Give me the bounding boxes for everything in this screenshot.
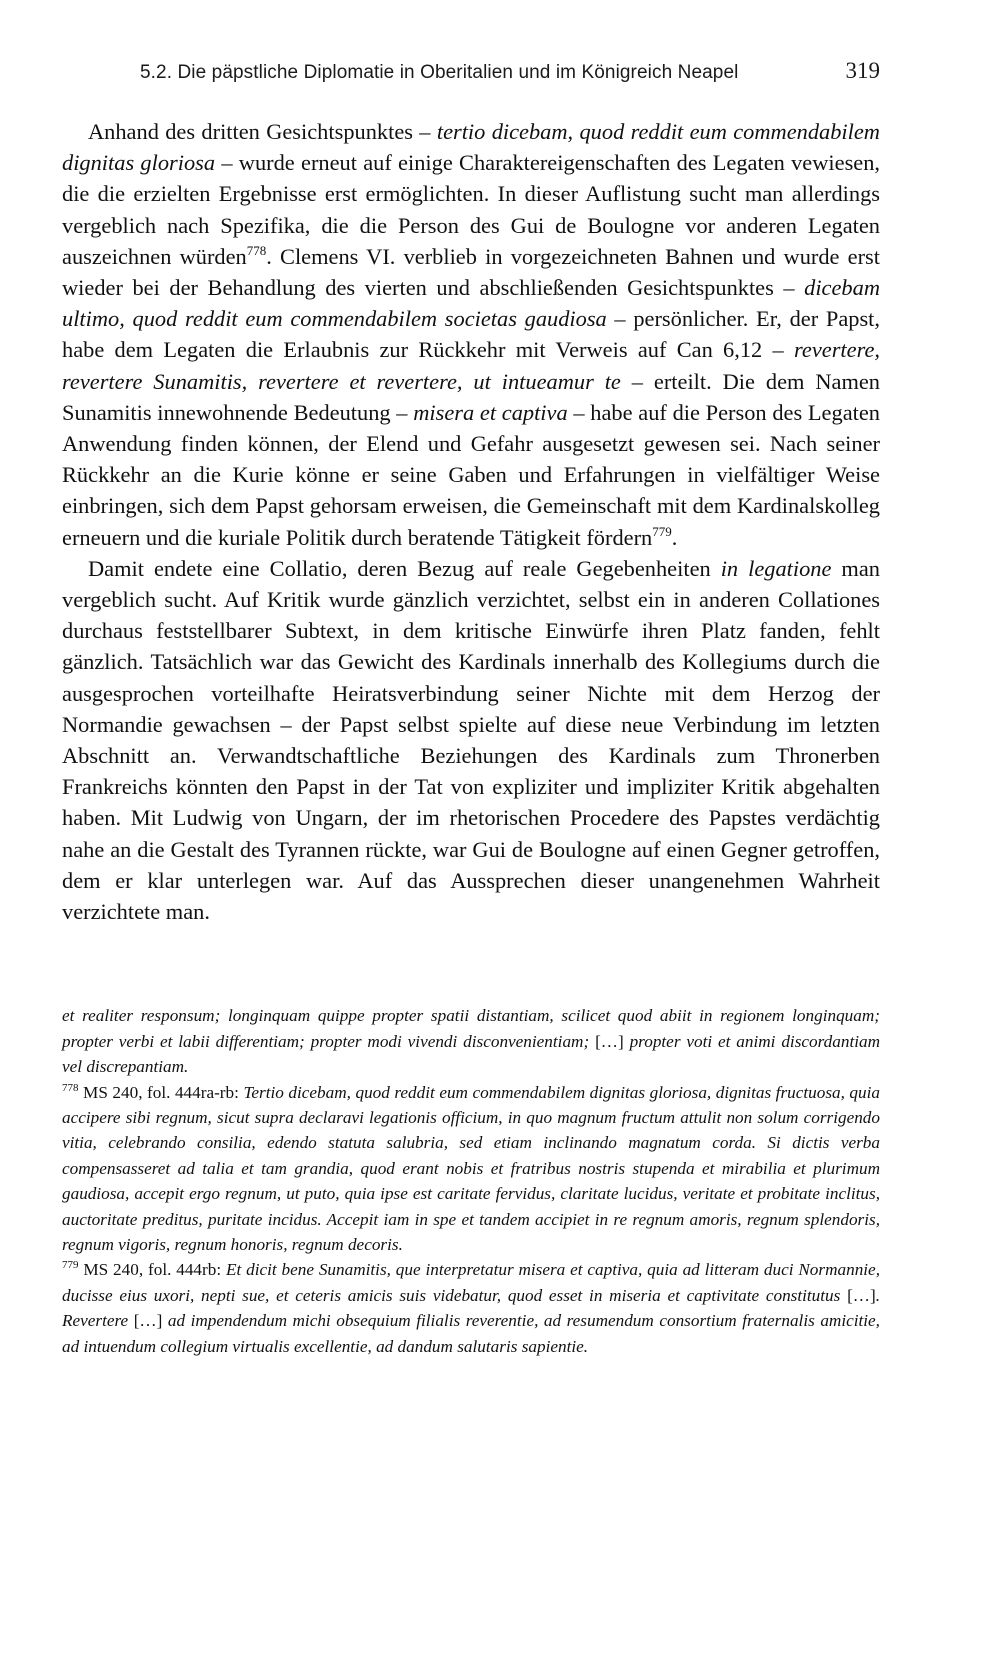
ellipsis: […] [847, 1285, 876, 1305]
footnote-latin: Tertio dicebam, quod reddit eum commendabilem dignitas gloriosa, dignitas fructuosa, quia accipere sibi regnum, sicut supra declaravi legationis officium, in quo magnum fructum attulit non solum corrigendo vitia, celebrando consilia, edendo statuta salubria, sed etiam inclinando magnatum corda. Si dictis verba compensasseret ad talia et tam grandia, quod erant nobis et fratribus nostris stupenda et mirabilia et plurimum gaudiosa, accepit ergo regnum, ut puto, quia ipse est caritate fervidus, claritate lucidus, veritate et probitate inclitus, auctoritate preditus, puritate incidus. Accepit iam in spe et tandem accipiet in re regnum amoris, regnum splendoris, regnum vigoris, regnum honoris, regnum decoris. [62, 1082, 880, 1254]
footnote-number: 778 [62, 1081, 79, 1094]
latin-quote: dicebam ultimo, quod reddit eum commendabilem societas gaudiosa [62, 275, 880, 332]
footnote-latin: Et dicit bene Sunamitis, que interpretatur misera et captiva, quia ad litteram duci Normannie, ducisse eius uxori, nepti sue, et ceteris amicis suis videbatur, quod esset in miseria et captivitate constitutus [62, 1260, 880, 1305]
text-run: – wurde erneut auf einige Charaktereigenschaften des Legaten vewiesen, die die erzielten Ergebnisse erst ermöglichten. In dieser Auflistung sucht man allerdings vergeblich nach Spezifika, die die Person des Gui de Boulogne vor anderen Legaten auszeichnen würden [62, 150, 881, 269]
footnote-latin: et realiter responsum; longinquam quippe propter spatii distantiam, scilicet quod abiit in regionem longinquam; propter verbi et labii differentiam; propter modi vivendi disconvenientiam; [62, 1006, 880, 1051]
footnote-latin: propter voti et animi discordantiam vel discrepantiam. [62, 1031, 880, 1077]
running-title: 5.2. Die päpstliche Diplomatie in Oberitalien und im Königreich Neapel [140, 62, 739, 83]
text-run: Damit endete eine Collatio, deren Bezug auf reale Gegebenheiten [88, 555, 721, 581]
document-page [62, 50, 880, 1359]
footnotes-section [62, 1003, 880, 1359]
footnote-778 [62, 1080, 880, 1258]
text-run: man vergeblich sucht. Auf Kritik wurde gänzlich verzichtet, selbst ein in anderen Collationes durchaus feststellbarer Subtext, in dem kritische Einwürfe ihren Platz fanden, fehlt gänzlich. Tatsächlich war das Gewicht des Kardinals innerhalb des Kollegiums durch die ausgesprochen vorteilhafte Heiratsverbindung seiner Nichte mit dem Herzog der Normandie gewachsen – der Papst selbst spielte auf diese neue Verbindung im letzten Abschnitt an. Verwandtschaftliche Beziehungen des Kardinals zum Thronerben Frankreichs könnten den Papst in der Tat von expliziter und impliziter Kritik abgehalten haben. Mit Ludwig von Ungarn, der im rhetorischen Procedere des Papstes verdächtig nahe an die Gestalt des Tyrannen rückte, war Gui de Boulogne auf einen Gegner getroffen, dem er klar unterlegen war. Auf das Aussprechen dieser unangenehmen Wahrheit verzichtete man. [62, 555, 880, 925]
footnote-ref-778[interactable]: 778 [246, 242, 267, 258]
footnote-source: MS 240, fol. 444rb: [78, 1260, 226, 1280]
main-text [62, 116, 880, 927]
latin-quote: revertere, revertere Sunamitis, revertere et revertere, ut intueamur te [62, 337, 880, 394]
latin-quote: in legatione [720, 555, 832, 581]
text-run: – persönlicher. Er, der Papst, habe dem Legaten die Erlaubnis zur Rückkehr mit Verweis auf Can 6,12 – [62, 306, 880, 363]
paragraph-2 [62, 553, 880, 927]
latin-quote: misera et captiva [413, 399, 568, 425]
footnote-latin: ad impendendum michi obsequium filialis reverentie, ad resumendum consortium fraternalis amicitie, ad intuendum collegium virtualis excellentie, ad dandum salutaris sapientie. [62, 1311, 880, 1356]
text-run: – erteilt. Die dem Namen Sunamitis innewohnende Bedeutung – [62, 368, 880, 425]
footnote-number: 779 [62, 1259, 79, 1272]
text-run: – habe auf die Person des Legaten Anwendung finden können, der Elend und Gefahr ausgesetzt gewesen sei. Nach seiner Rückkehr an die Kurie könne er seine Gaben und Erfahrungen in vielfältiger Weise einbringen, sich dem Papst gehorsam erweisen, die Gemeinschaft mit dem Kardinalskolleg erneuern und die kuriale Politik durch beratende Tätigkeit fördern [62, 399, 880, 550]
running-header [62, 50, 880, 94]
footnote-source: MS 240, fol. 444ra-rb: [78, 1082, 244, 1102]
paragraph-1 [62, 116, 880, 553]
text-run: Anhand des dritten Gesichtspunktes – [88, 119, 437, 144]
footnote-ref-779[interactable]: 779 [652, 523, 672, 539]
latin-quote: tertio dicebam, quod reddit eum commendabilem dignitas gloriosa [62, 119, 880, 176]
footnote-continued [62, 1003, 880, 1079]
page-number: 319 [845, 58, 880, 83]
ellipsis: […] [133, 1311, 163, 1331]
footnote-latin: . Revertere [62, 1285, 880, 1331]
text-run: . [671, 524, 678, 550]
ellipsis: […] [595, 1031, 624, 1051]
text-run: . Clemens VI. verblieb in vorgezeichneten Bahnen und wurde erst wieder bei der Behandlung des vierten und abschließenden Gesichtspunktes – [62, 243, 880, 301]
footnote-779 [62, 1257, 880, 1359]
